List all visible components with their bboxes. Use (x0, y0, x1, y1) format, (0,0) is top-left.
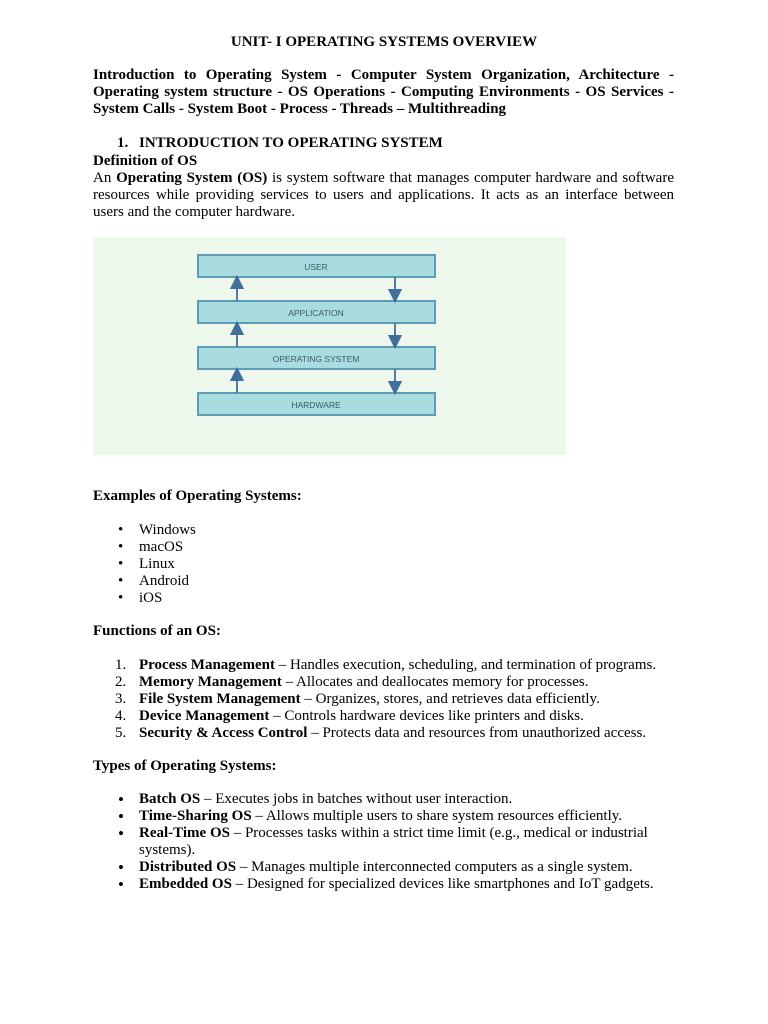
examples-list (93, 522, 678, 607)
function-desc: – Allocates and deallocates memory for processes. (281, 674, 589, 690)
list-item (93, 522, 678, 539)
definition-term: Operating System (OS) (116, 170, 268, 186)
examples-heading: Examples of Operating Systems: (93, 488, 302, 504)
list-item (93, 590, 678, 607)
list-number: 4. (115, 708, 127, 724)
types-list (93, 791, 678, 893)
example-os: Android (139, 573, 189, 589)
bullet-icon: • (118, 824, 124, 843)
function-desc: – Controls hardware devices like printers and disks. (269, 708, 584, 724)
function-term: Security & Access Control (139, 725, 308, 741)
function-term: Process Management (139, 657, 275, 673)
types-heading: Types of Operating Systems: (93, 758, 277, 774)
definition-paragraph (93, 170, 674, 221)
list-item (93, 791, 678, 808)
intro-topics: Introduction to Operating System - Computer System Organization, Architecture - Operating system structure - OS Operations - Computing Environments - OS Services - System Calls - System Boot - Process - Threads – Multithreading (93, 67, 674, 117)
type-term: Real-Time OS (139, 825, 230, 841)
list-number: 3. (115, 691, 127, 707)
section-number: 1. (117, 135, 129, 151)
type-term: Embedded OS (139, 876, 232, 892)
list-item (93, 657, 678, 674)
section-title: INTRODUCTION TO OPERATING SYSTEM (139, 135, 443, 151)
section-heading (117, 135, 443, 152)
layer-operating-system (198, 347, 435, 369)
function-desc: – Handles execution, scheduling, and termination of programs. (274, 657, 657, 673)
type-desc: – Manages multiple interconnected computers as a single system. (236, 859, 633, 875)
list-item (93, 539, 678, 556)
type-term: Distributed OS (139, 859, 237, 875)
layer-application (198, 301, 435, 323)
list-item (93, 691, 678, 708)
bullet-icon: • (118, 573, 124, 589)
page-title: UNIT- I OPERATING SYSTEMS OVERVIEW (230, 34, 538, 50)
bullet-icon: • (118, 858, 124, 877)
layer-label-operating-system: OPERATING SYSTEM (272, 354, 360, 364)
example-os: iOS (139, 590, 163, 606)
type-desc: – Designed for specialized devices like smartphones and IoT gadgets. (231, 876, 654, 892)
type-desc: – Executes jobs in batches without user interaction. (200, 791, 513, 807)
function-term: Memory Management (139, 674, 282, 690)
list-item (93, 708, 678, 725)
list-item (93, 808, 678, 825)
type-term: Time-Sharing OS (139, 808, 252, 824)
list-item (93, 674, 678, 691)
function-desc: – Protects data and resources from unauthorized access. (307, 725, 647, 741)
layer-label-application: APPLICATION (288, 308, 344, 318)
list-number: 5. (115, 725, 127, 741)
bullet-icon: • (118, 556, 124, 572)
os-layer-diagram (93, 237, 566, 455)
bullet-icon: • (118, 539, 124, 555)
function-desc: – Organizes, stores, and retrieves data efficiently. (300, 691, 600, 707)
list-item (93, 876, 678, 893)
os-layer-diagram-svg (93, 237, 566, 455)
definition-heading: Definition of OS (93, 153, 198, 169)
type-desc: – Allows multiple users to share system resources efficiently. (251, 808, 623, 824)
layer-hardware (198, 393, 435, 415)
example-os: macOS (139, 539, 184, 555)
bullet-icon: • (118, 790, 124, 809)
example-os: Linux (139, 556, 175, 572)
list-item (93, 573, 678, 590)
list-item (93, 825, 678, 859)
list-item (93, 556, 678, 573)
bullet-icon: • (118, 875, 124, 894)
list-item (93, 859, 678, 876)
type-desc: – Processes tasks within a strict time limit (e.g., medical or industrial systems). (139, 825, 648, 858)
layer-user (198, 255, 435, 277)
definition-prefix: An (93, 170, 117, 186)
example-os: Windows (139, 522, 196, 538)
layer-label-user: USER (304, 262, 328, 272)
function-term: Device Management (139, 708, 270, 724)
list-number: 1. (115, 657, 127, 673)
bullet-icon: • (118, 522, 124, 538)
list-number: 2. (115, 674, 127, 690)
functions-list (93, 657, 678, 742)
bullet-icon: • (118, 590, 124, 606)
layer-label-hardware: HARDWARE (291, 400, 341, 410)
function-term: File System Management (139, 691, 301, 707)
type-term: Batch OS (139, 791, 201, 807)
functions-heading: Functions of an OS: (93, 623, 221, 639)
list-item (93, 725, 678, 742)
definition-text: is system software that manages computer hardware and software resources while providing services to users and applications. It acts as an interface between users and the computer hardware. (93, 170, 674, 220)
bullet-icon: • (118, 807, 124, 826)
